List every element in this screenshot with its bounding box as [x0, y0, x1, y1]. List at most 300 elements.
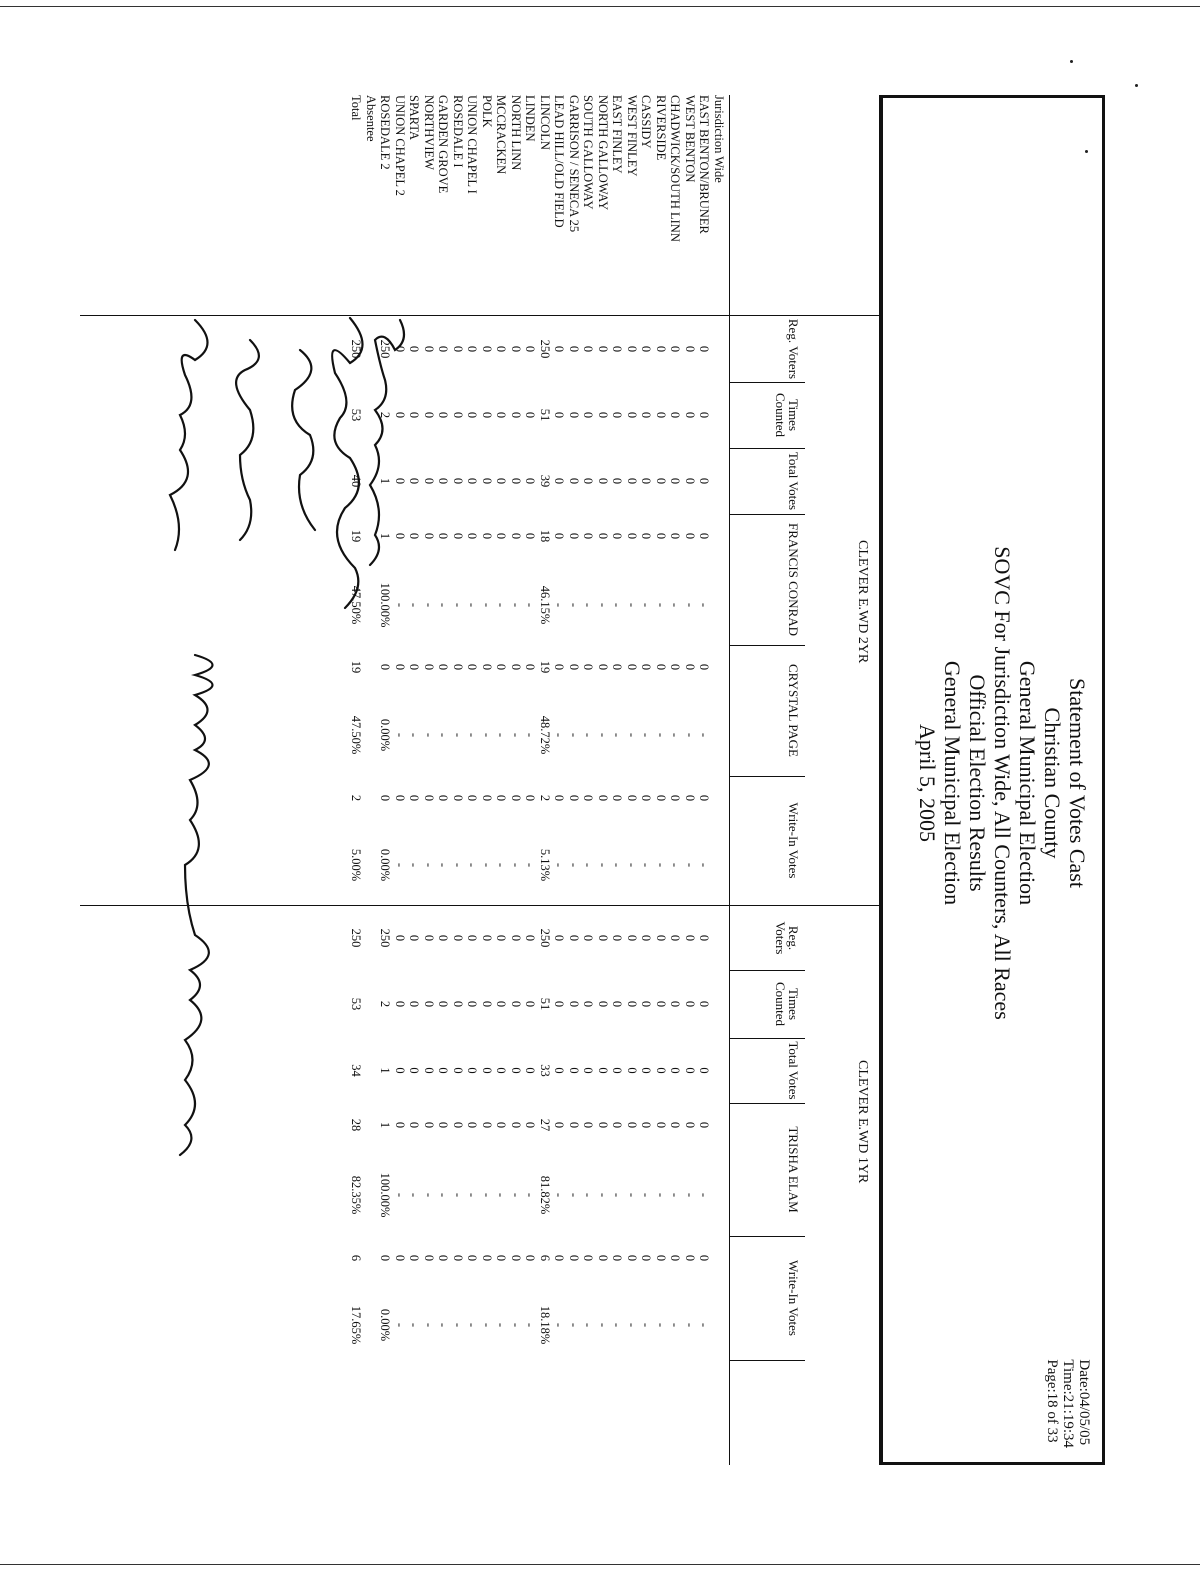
table-cell: 0	[509, 345, 523, 353]
table-cell: 0	[407, 532, 422, 540]
table-cell: 0	[596, 1000, 610, 1008]
table-cell: 2	[538, 794, 552, 802]
table-cell: -	[683, 1192, 697, 1198]
precinct-name: Jurisdiction Wide	[712, 95, 726, 183]
table-cell: -	[625, 1322, 639, 1328]
table-cell: -	[393, 1192, 407, 1198]
col-divider	[730, 382, 805, 383]
table-cell	[712, 778, 727, 818]
table-cell: 0	[509, 663, 523, 671]
table-cell: 47.50%	[349, 585, 364, 625]
race2-header-reg-voters: Reg. Voters	[773, 921, 801, 955]
table-cell: 0	[480, 532, 494, 540]
report-page: Page:18 of 33	[1044, 1359, 1060, 1443]
table-cell: -	[683, 732, 697, 738]
table-cell: 0	[668, 1254, 683, 1262]
table-cell: -	[465, 602, 480, 608]
report-title-line: SOVC For Jurisdiction Wide, All Counters, All Races	[990, 546, 1015, 1020]
table-cell	[712, 318, 727, 380]
table-cell: 250	[538, 339, 552, 359]
table-cell: 0	[465, 1000, 480, 1008]
table-cell: 0	[465, 663, 480, 671]
table-cell: 0	[581, 1067, 596, 1074]
table-cell: 0	[422, 934, 436, 942]
table-cell: 0	[668, 794, 683, 802]
table-cell: 17.65%	[349, 1305, 364, 1345]
table-cell: 0	[523, 1254, 538, 1262]
table-cell: 0	[683, 1000, 697, 1008]
table-cell: 81.82%	[538, 1175, 552, 1215]
table-cell: 0	[683, 345, 697, 353]
table-cell	[712, 647, 727, 687]
col-divider	[730, 1236, 805, 1237]
table-cell	[712, 908, 727, 968]
col-divider	[730, 1360, 805, 1361]
table-cell: 0	[523, 934, 538, 942]
table-cell: 0	[552, 663, 567, 671]
table-cell: 0	[697, 1121, 712, 1129]
table-cell: 0	[465, 1254, 480, 1262]
table-cell: 0	[683, 411, 697, 419]
table-cell: 1	[378, 532, 393, 540]
table-cell: -	[494, 862, 509, 868]
table-cell: 0	[697, 1254, 712, 1262]
table-cell: 0.00%	[378, 1308, 393, 1342]
table-cell: -	[610, 1322, 625, 1328]
table-cell: -	[552, 1322, 567, 1328]
table-cell: 0	[668, 345, 683, 353]
precinct-name: POLK	[480, 95, 494, 128]
table-cell: -	[697, 862, 712, 868]
table-cell: -	[407, 602, 422, 608]
table-cell: 0	[436, 1121, 451, 1129]
table-cell: -	[639, 862, 654, 868]
precinct-name: WEST FINLEY	[625, 95, 639, 177]
table-cell: 0	[494, 532, 509, 540]
table-cell: 0	[567, 794, 581, 802]
table-cell: 0	[436, 794, 451, 802]
table-cell: 0	[610, 663, 625, 671]
table-cell: 0	[567, 934, 581, 942]
table-cell: 0	[378, 794, 393, 802]
table-cell: 0	[683, 477, 697, 485]
table-cell: 0	[480, 663, 494, 671]
table-cell: -	[509, 602, 523, 608]
table-cell: 0	[436, 477, 451, 485]
table-cell: 0	[407, 794, 422, 802]
table-cell: 0	[625, 345, 639, 353]
table-cell: 0	[610, 1254, 625, 1262]
table-cell: 100.00%	[378, 1172, 393, 1218]
table-cell: 0	[639, 1254, 654, 1262]
table-cell: 5.00%	[349, 848, 364, 882]
table-cell: -	[465, 732, 480, 738]
table-cell: -	[625, 862, 639, 868]
signature-nyn-hart	[292, 350, 315, 530]
table-cell: 0	[480, 1254, 494, 1262]
table-cell: 0	[523, 663, 538, 671]
table-cell: -	[509, 862, 523, 868]
table-cell: -	[596, 602, 610, 608]
table-cell: 0	[552, 532, 567, 540]
table-cell: -	[407, 1192, 422, 1198]
table-cell	[712, 1040, 727, 1101]
race1-writein-votes-column	[349, 778, 726, 818]
table-cell: -	[407, 862, 422, 868]
table-cell: 0	[480, 345, 494, 353]
table-cell	[712, 516, 727, 556]
precinct-name: WEST BENTON	[683, 95, 697, 183]
table-cell	[364, 778, 379, 818]
table-cell: 0	[407, 1000, 422, 1008]
table-cell: -	[523, 1192, 538, 1198]
table-cell: 0	[494, 663, 509, 671]
table-cell: 0	[639, 477, 654, 485]
table-cell: 0	[422, 1121, 436, 1129]
table-cell: 0	[480, 934, 494, 942]
table-cell: 47.50%	[349, 715, 364, 755]
table-cell: -	[697, 732, 712, 738]
table-cell: 0	[494, 1254, 509, 1262]
table-cell: -	[422, 1322, 436, 1328]
table-cell: 0	[567, 1254, 581, 1262]
table-cell: -	[523, 862, 538, 868]
table-cell: -	[668, 862, 683, 868]
table-cell: 48.72%	[538, 715, 552, 755]
table-cell: 0	[407, 345, 422, 353]
table-cell: 0	[422, 794, 436, 802]
table-cell: 0	[639, 345, 654, 353]
table-cell: 0	[509, 934, 523, 942]
table-cell: 0	[625, 934, 639, 942]
signature-barbara-stogner	[370, 320, 404, 565]
table-cell: 0	[596, 1067, 610, 1074]
table-cell: 0	[581, 345, 596, 353]
table-cell: -	[523, 732, 538, 738]
table-cell: -	[523, 602, 538, 608]
table-cell: -	[552, 1192, 567, 1198]
table-cell: 0	[625, 794, 639, 802]
table-top-rule	[879, 95, 880, 1465]
table-cell: 0	[654, 1000, 668, 1008]
table-cell: 0	[422, 1067, 436, 1074]
table-cell: 0	[567, 663, 581, 671]
precinct-name: ROSEDALE I	[451, 95, 465, 168]
table-cell: -	[668, 732, 683, 738]
table-cell: 0	[407, 934, 422, 942]
table-cell: 0	[668, 411, 683, 419]
report-meta	[1044, 1359, 1092, 1448]
table-cell: 0	[465, 345, 480, 353]
table-cell: 0	[668, 663, 683, 671]
table-cell: 0	[480, 1121, 494, 1129]
table-cell: 0	[639, 532, 654, 540]
table-cell: 2	[349, 794, 364, 802]
table-cell: 0	[683, 1121, 697, 1129]
table-cell: 0	[436, 345, 451, 353]
table-cell: -	[422, 862, 436, 868]
table-cell: 0	[654, 663, 668, 671]
precinct-name: SOUTH GALLOWAY	[581, 95, 596, 210]
precinct-name: EAST FINLEY	[610, 95, 625, 174]
table-cell: 0	[552, 1254, 567, 1262]
table-cell: 0	[407, 1121, 422, 1129]
table-cell: 0	[596, 794, 610, 802]
table-cell: 0	[697, 663, 712, 671]
table-cell	[364, 1040, 379, 1101]
table-cell: -	[625, 602, 639, 608]
table-cell: 0	[465, 794, 480, 802]
table-cell: 0	[407, 663, 422, 671]
table-cell: 28	[349, 1118, 364, 1132]
table-cell: 34	[349, 1064, 364, 1077]
table-cell: -	[465, 862, 480, 868]
table-cell	[364, 830, 379, 900]
col-divider	[730, 1103, 805, 1104]
table-cell: 0	[581, 1254, 596, 1262]
table-cell: 0	[668, 934, 683, 942]
table-cell: -	[451, 732, 465, 738]
table-cell: 33	[538, 1064, 552, 1077]
table-cell: 19	[349, 660, 364, 674]
table-cell: -	[639, 1192, 654, 1198]
precinct-name: SPARTA	[407, 95, 422, 141]
table-cell: -	[654, 732, 668, 738]
table-cell	[712, 830, 727, 900]
table-cell: 0	[581, 1000, 596, 1008]
report-header-box	[880, 95, 1105, 1465]
table-cell: -	[494, 1192, 509, 1198]
table-cell: 0	[596, 477, 610, 485]
table-cell: 40	[349, 474, 364, 488]
table-cell: 250	[538, 928, 552, 948]
table-cell: -	[654, 1322, 668, 1328]
table-cell: 0	[436, 411, 451, 419]
table-cell: 0	[567, 477, 581, 485]
handwritten-signatures	[0, 310, 420, 630]
race2-total-votes-column	[349, 1040, 726, 1101]
table-cell: 0	[639, 1121, 654, 1129]
table-cell: 0	[581, 411, 596, 419]
table-cell: 0	[697, 477, 712, 485]
table-cell: 0	[625, 1067, 639, 1074]
table-cell: 0	[494, 1121, 509, 1129]
table-cell: -	[654, 1192, 668, 1198]
table-cell: 0	[378, 1254, 393, 1262]
table-cell: -	[697, 1192, 712, 1198]
table-cell: 0	[683, 1254, 697, 1262]
col-divider	[730, 776, 805, 777]
table-cell: 0	[451, 1000, 465, 1008]
table-cell: -	[697, 602, 712, 608]
table-cell: 0	[552, 934, 567, 942]
table-cell	[364, 1238, 379, 1278]
race1-header-candidate-page: CRYSTAL PAGE	[786, 664, 801, 757]
table-cell: 0	[509, 1121, 523, 1129]
table-cell: 0	[393, 794, 407, 802]
signature-lisa-russell	[236, 340, 259, 540]
table-cell: 0	[451, 532, 465, 540]
table-cell: 53	[349, 997, 364, 1011]
table-cell	[364, 700, 379, 770]
table-cell: 0	[465, 1121, 480, 1129]
table-cell: 0	[393, 1254, 407, 1262]
table-cell: 0	[610, 411, 625, 419]
table-cell: 18	[538, 529, 552, 543]
table-cell: 0	[465, 477, 480, 485]
table-cell: 82.35%	[349, 1175, 364, 1215]
table-cell: -	[625, 1192, 639, 1198]
table-cell: 0	[407, 411, 422, 419]
table-cell: 0	[697, 934, 712, 942]
table-cell: 0	[494, 1067, 509, 1074]
table-cell: -	[639, 1322, 654, 1328]
table-cell: -	[393, 732, 407, 738]
table-cell: 0	[654, 1121, 668, 1129]
table-cell: 0.00%	[378, 848, 393, 882]
race1-header-candidate-conrad: FRANCIS CONRAD	[786, 522, 801, 637]
table-cell: 0	[654, 532, 668, 540]
signature-carla-eldridge	[170, 320, 208, 550]
table-cell: -	[422, 732, 436, 738]
table-cell: 0	[436, 1067, 451, 1074]
table-cell: 0	[523, 345, 538, 353]
table-cell: 0	[668, 1067, 683, 1074]
table-cell: 0	[581, 663, 596, 671]
table-cell: 0	[523, 1121, 538, 1129]
report-time: Time:21:19:34	[1060, 1359, 1076, 1448]
table-cell: 0	[465, 934, 480, 942]
table-cell: 0	[610, 934, 625, 942]
report-title-line: General Municipal Election	[940, 660, 965, 906]
table-cell: 0	[451, 934, 465, 942]
precinct-name: CASSIDY	[639, 95, 654, 149]
table-cell: 0	[567, 345, 581, 353]
table-cell	[364, 972, 379, 1036]
table-cell: 0	[393, 532, 407, 540]
table-cell: -	[654, 602, 668, 608]
table-cell: 51	[538, 997, 552, 1011]
table-cell: 0	[654, 934, 668, 942]
table-cell: -	[567, 602, 581, 608]
table-cell: -	[436, 732, 451, 738]
race1-writein-pct-column	[349, 830, 726, 900]
table-cell: -	[480, 732, 494, 738]
table-cell: 0	[393, 934, 407, 942]
table-cell: 0	[625, 1000, 639, 1008]
table-cell	[364, 908, 379, 968]
race2-writein-votes-column	[349, 1238, 726, 1278]
table-cell: -	[596, 862, 610, 868]
table-cell: -	[697, 1322, 712, 1328]
table-cell	[712, 700, 727, 770]
table-cell: -	[509, 732, 523, 738]
table-cell	[712, 450, 727, 512]
precinct-name: MCCRACKEN	[494, 95, 509, 175]
table-cell: -	[494, 1322, 509, 1328]
table-cell: -	[639, 732, 654, 738]
table-cell: -	[567, 1192, 581, 1198]
header-bottom-rule	[729, 95, 730, 1465]
precinct-name: LINCOLN	[538, 95, 552, 150]
table-cell: 0	[393, 1067, 407, 1074]
race2-header-writein: Write-In Votes	[786, 1260, 801, 1336]
table-cell: -	[509, 1192, 523, 1198]
table-cell: 0	[480, 411, 494, 419]
table-cell: 0	[480, 794, 494, 802]
table-cell: -	[581, 732, 596, 738]
table-cell: 0	[552, 794, 567, 802]
precinct-name: NORTH GALLOWAY	[596, 95, 610, 211]
table-cell: 46.15%	[538, 585, 552, 625]
table-cell: 0	[567, 532, 581, 540]
table-cell: 0	[509, 411, 523, 419]
table-cell: 0	[436, 663, 451, 671]
table-cell: 0	[523, 1067, 538, 1074]
race1-page-pct-column	[349, 700, 726, 770]
table-cell: -	[494, 602, 509, 608]
report-title-line: Official Election Results	[965, 674, 990, 892]
table-cell: 0	[610, 477, 625, 485]
precinct-name: NORTH LINN	[509, 95, 523, 171]
table-cell: 6	[538, 1254, 552, 1262]
table-cell: 0	[509, 1254, 523, 1262]
table-cell: 0	[552, 411, 567, 419]
table-cell: 0	[567, 1121, 581, 1129]
table-cell: -	[668, 602, 683, 608]
table-cell: 0	[436, 1254, 451, 1262]
table-cell: -	[407, 732, 422, 738]
table-cell: 0	[610, 1000, 625, 1008]
table-cell: 0	[581, 1121, 596, 1129]
table-cell: 0	[451, 663, 465, 671]
table-cell: 39	[538, 474, 552, 488]
table-cell: 0	[480, 477, 494, 485]
table-cell: -	[436, 1192, 451, 1198]
table-cell: 0	[422, 345, 436, 353]
table-cell: 0	[639, 934, 654, 942]
table-cell: 0	[610, 1067, 625, 1074]
table-cell: 0	[654, 477, 668, 485]
table-cell: 0	[668, 1121, 683, 1129]
table-cell: -	[465, 1192, 480, 1198]
table-cell: -	[422, 1192, 436, 1198]
table-cell: 0	[581, 477, 596, 485]
table-cell: 0	[596, 1121, 610, 1129]
table-cell: 0	[596, 411, 610, 419]
precinct-name: GARRISON / SENECA 25	[567, 95, 581, 233]
precinct-name: ROSEDALE 2	[378, 95, 393, 170]
col-divider	[730, 514, 805, 515]
table-cell: 250	[349, 339, 364, 359]
report-title-line: Statement of Votes Cast	[1065, 677, 1090, 888]
table-cell: 0	[509, 532, 523, 540]
precinct-name: LEAD HILL/OLD FIELD	[552, 95, 567, 228]
table-cell: 0	[596, 345, 610, 353]
table-cell: 53	[349, 408, 364, 422]
table-cell: -	[625, 732, 639, 738]
table-cell: 0	[422, 411, 436, 419]
table-cell: 0	[697, 1000, 712, 1008]
race1-title: CLEVER E.WD 2YR	[855, 540, 870, 664]
table-cell: 27	[538, 1118, 552, 1132]
table-cell: -	[422, 602, 436, 608]
precinct-name: RIVERSIDE	[654, 95, 668, 161]
table-cell: 0	[451, 1067, 465, 1074]
table-cell: -	[581, 862, 596, 868]
table-cell: 0	[697, 411, 712, 419]
table-cell	[712, 1290, 727, 1360]
